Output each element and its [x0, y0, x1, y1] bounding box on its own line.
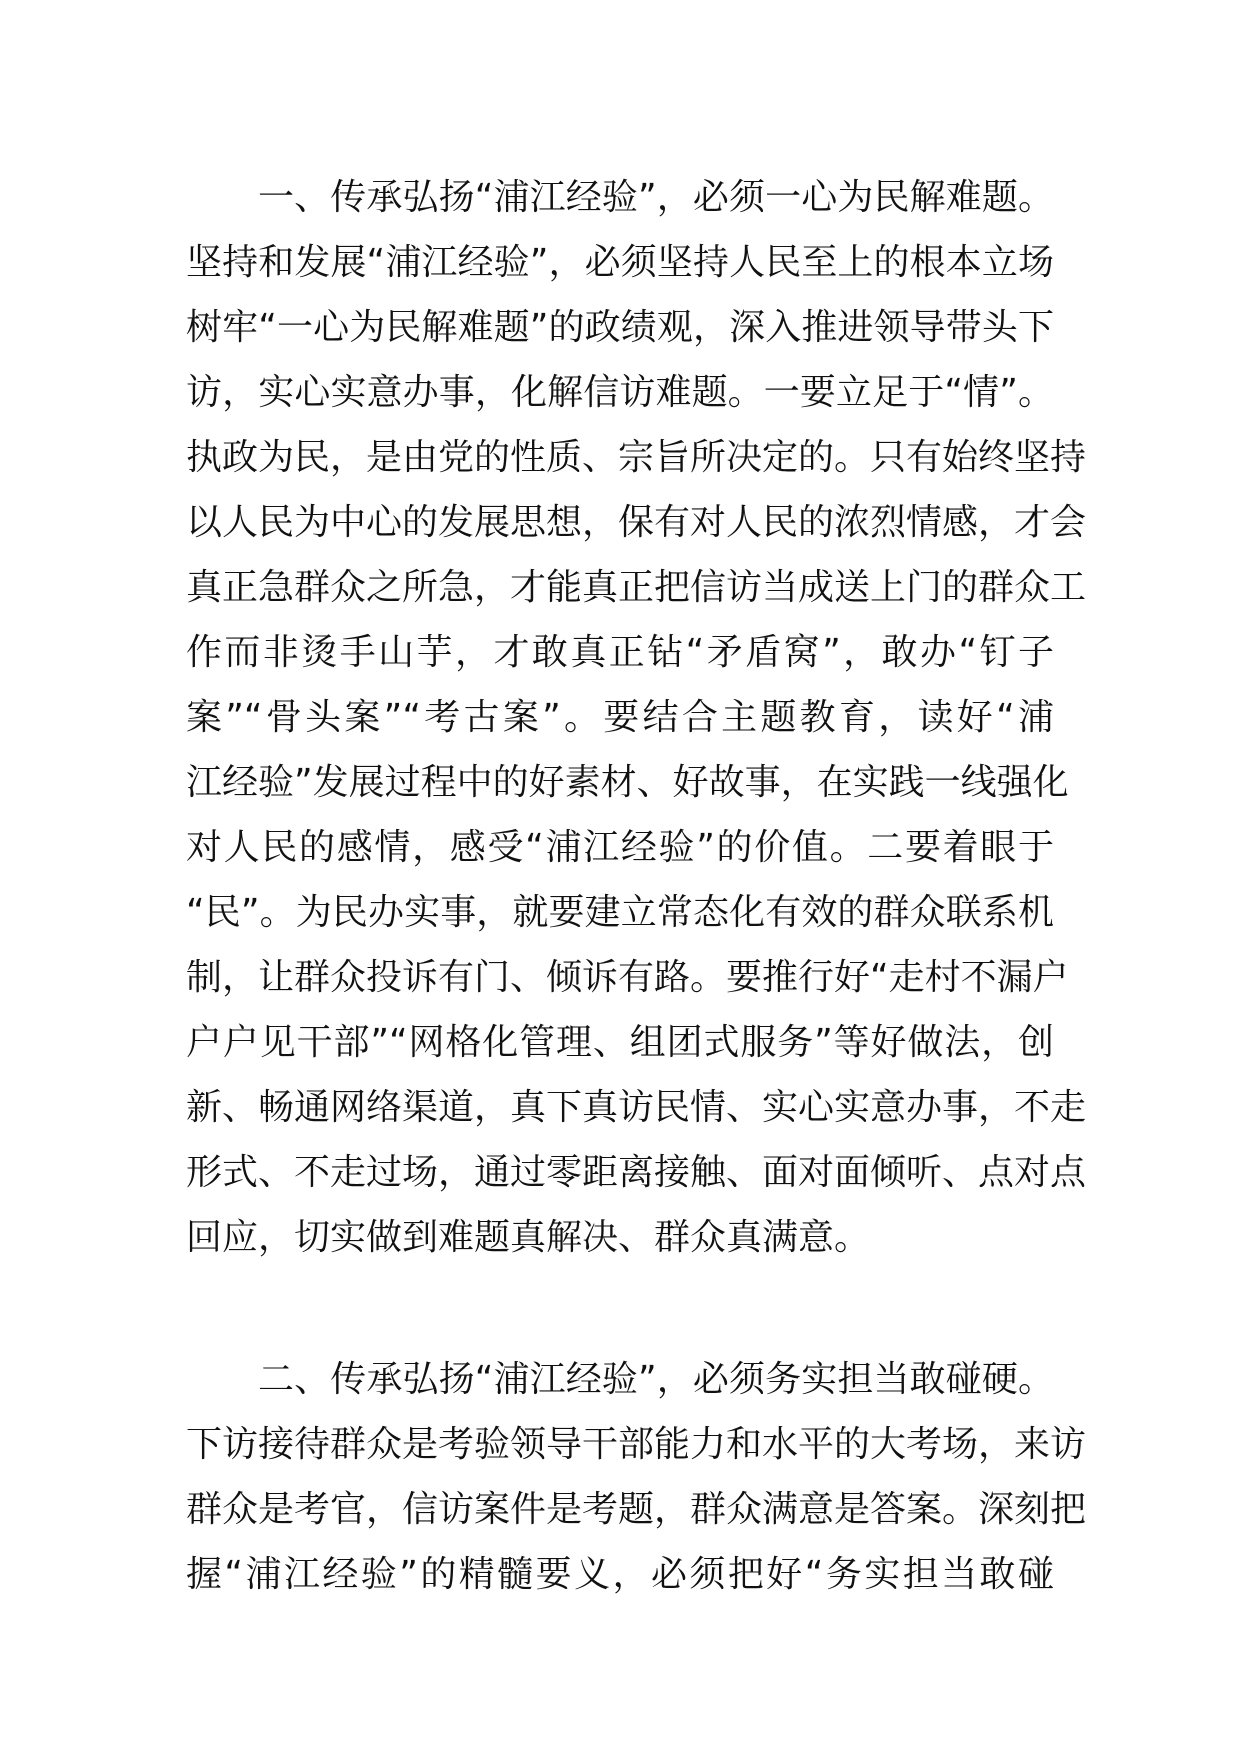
paragraph-1-line: 江经验”发展过程中的好素材、好故事，在实践一线强化 — [186, 762, 1069, 803]
paragraph-1-line: 户户见干部”“网格化管理、组团式服务”等好做法，创 — [186, 1022, 1054, 1063]
paragraph-1-line: 树牢“一心为民解难题”的政绩观，深入推进领导带头下 — [186, 307, 1054, 348]
paragraph-1-line: 以人民为中心的发展思想，保有对人民的浓烈情感，才会 — [186, 502, 1087, 543]
paragraph-1-line: 作而非烫手山芋，才敢真正钻“矛盾窝”，敢办“钉子 — [186, 632, 1054, 673]
paragraph-1-line: 案”“骨头案”“考古案”。要结合主题教育，读好“浦 — [186, 697, 1054, 738]
paragraph-1-line: 一、传承弘扬“浦江经验”，必须一心为民解难题。 — [258, 177, 1054, 218]
paragraph-1-line: 坚持和发展“浦江经验”，必须坚持人民至上的根本立场 — [186, 242, 1054, 283]
paragraph-2 — [186, 1347, 1087, 1607]
paragraph-2-line: 群众是考官，信访案件是考题，群众满意是答案。深刻把 — [186, 1489, 1087, 1530]
paragraph-1-line: “民”。为民办实事，就要建立常态化有效的群众联系机 — [186, 892, 1054, 933]
paragraph-2-line: 二、传承弘扬“浦江经验”，必须务实担当敢碰硬。 — [258, 1359, 1054, 1400]
paragraph-2-line: 下访接待群众是考验领导干部能力和水平的大考场，来访 — [186, 1424, 1087, 1465]
paragraph-1-line: 形式、不走过场，通过零距离接触、面对面倾听、点对点 — [186, 1152, 1087, 1193]
paragraph-1-line: 访，实心实意办事，化解信访难题。一要立足于“情”。 — [186, 372, 1054, 413]
paragraph-1 — [186, 165, 1087, 1270]
paragraph-1-line: 真正急群众之所急，才能真正把信访当成送上门的群众工 — [186, 567, 1087, 608]
paragraph-2-line: 握“浦江经验”的精髓要义，必须把好“务实担当敢碰 — [186, 1554, 1054, 1595]
paragraph-1-line: 新、畅通网络渠道，真下真访民情、实心实意办事，不走 — [186, 1087, 1087, 1128]
paragraph-1-line: 对人民的感情，感受“浦江经验”的价值。二要着眼于 — [186, 827, 1054, 868]
paragraph-1-line: 执政为民，是由党的性质、宗旨所决定的。只有始终坚持 — [186, 437, 1087, 478]
paragraph-1-line: 回应，切实做到难题真解决、群众真满意。 — [186, 1217, 871, 1258]
paragraph-1-line: 制，让群众投诉有门、倾诉有路。要推行好“走村不漏户 — [186, 957, 1069, 998]
